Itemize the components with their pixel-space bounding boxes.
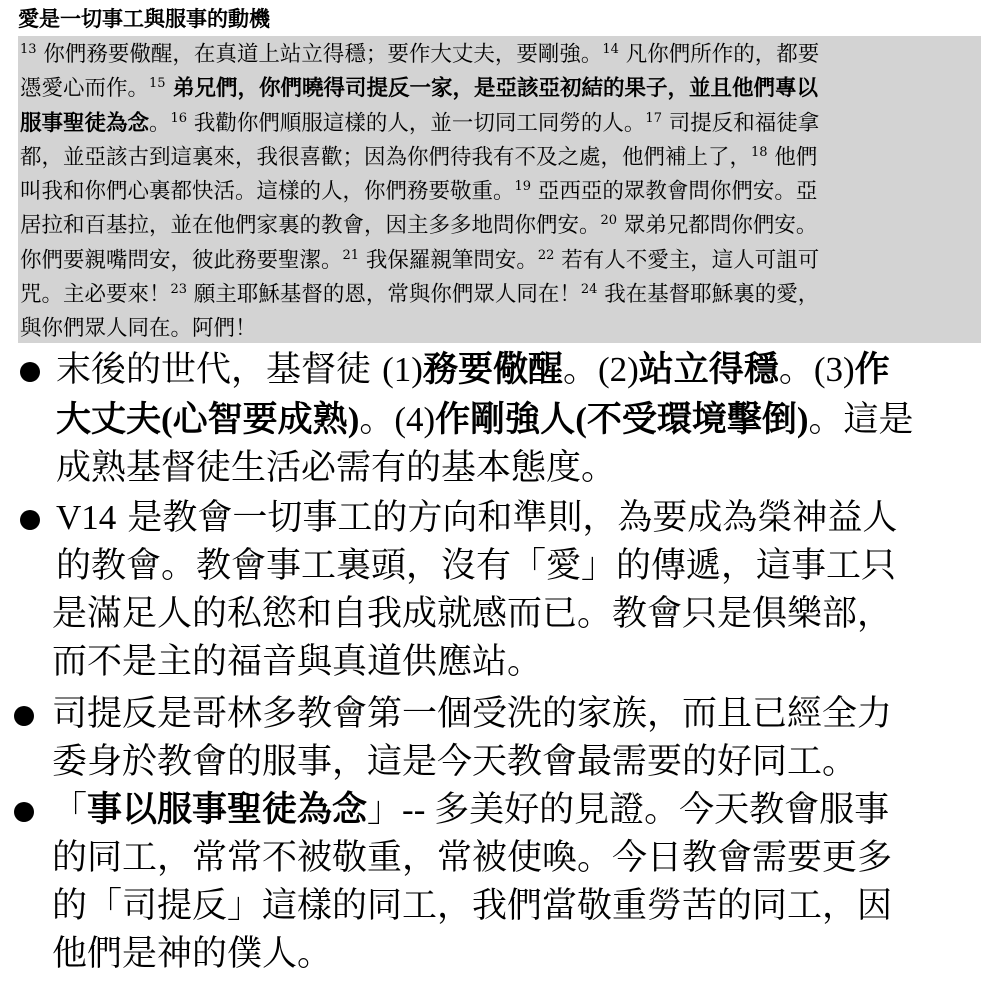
verse-number: 22 — [537, 247, 555, 263]
verse-number: 23 — [170, 282, 188, 298]
scripture-line: 居拉和百基拉，並在他們家裏的教會，因主多多地問你們安。$^{20}$ 眾弟兄都問你們安。 — [20, 213, 818, 239]
bullet-line: 的「司提反」這樣的同工，我們當敬重勞苦的同工，因 — [52, 886, 893, 926]
bullet-dot-icon — [14, 706, 34, 726]
scripture-line: 你們要親嘴問安，彼此務要聖潔。$^{21}$ 我保羅親筆問安。$^{22}$ 若有人不愛主，這人可詛可 — [20, 247, 820, 273]
bullet-line: 末後的世代，基督徒 (1)務要儆醒。(2)站立得穩。(3)作 — [56, 349, 890, 390]
bullet-line: 大丈夫(心智要成熟)。(4)作剛強人(不受環境擊倒)。這是 — [56, 399, 914, 440]
bullet-line: 「事以服事聖徒為念」-- 多美好的見證。今天教會服事 — [52, 790, 890, 830]
bullet-line: 而不是主的福音與真道供應站。 — [52, 642, 543, 682]
verse-number: 17 — [645, 110, 662, 126]
bullet-line: 委身於教會的服事，這是今天教會最需要的好同工。 — [52, 742, 858, 782]
scripture-line: 憑愛心而作。$^{15}$ 弟兄們，你們曉得司提反一家，是亞該亞初結的果子，並且他們專以 — [20, 76, 819, 102]
scripture-line: 服事聖徒為念。$^{16}$ 我勸你們順服這樣的人，並一切同工同勞的人。$^{17}$ 司提反和福徒拿 — [20, 110, 820, 136]
verse-number: 19 — [514, 179, 532, 195]
verse-number: 15 — [149, 76, 166, 92]
scripture-line: $^{13}$ 你們務要儆醒，在真道上站立得穩；要作大丈夫，要剛強。$^{14}$ 凡你們所作的，都要 — [20, 42, 820, 67]
scripture-line: 都，並亞該古到這裏來，我很喜歡；因為你們待我有不及之處，他們補上了，$^{18}$ 他們 — [20, 144, 818, 170]
verse-number: 18 — [751, 144, 768, 160]
bullet-line: 的同工，常常不被敬重，常被使喚。今日教會需要更多 — [52, 838, 893, 878]
verse-number: 16 — [170, 110, 188, 126]
bullet-dot-icon — [14, 802, 34, 822]
verse-number: 14 — [602, 42, 619, 57]
bullet-dot-icon — [20, 510, 40, 530]
verse-number: 20 — [600, 213, 618, 229]
bullet-line: 的教會。教會事工裏頭，沒有「愛」的傳遞，這事工只 — [56, 546, 897, 586]
scripture-line: 咒。主必要來！$^{23}$ 願主耶穌基督的恩，常與你們眾人同在！$^{24}$ 我在基督耶穌裏的愛， — [20, 282, 820, 308]
verse-number: 24 — [580, 282, 598, 298]
bullet-line: V14 是教會一切事工的方向和準則，為要成為榮神益人 — [56, 498, 898, 538]
scripture-passage — [18, 36, 981, 343]
bullet-line: 是滿足人的私慾和自我成就感而已。教會只是俱樂部， — [52, 594, 893, 634]
scripture-line: 叫我和你們心裏都快活。這樣的人，你們務要敬重。$^{19}$ 亞西亞的眾教會問你們安。亞 — [20, 179, 818, 205]
bullet-line: 成熟基督徒生活必需有的基本態度。 — [56, 448, 617, 488]
highlighted-text: 弟兄們，你們曉得司提反一家，是亞該亞初結的果子，並且他們專以 — [165, 76, 819, 102]
verse-number: 21 — [342, 247, 360, 263]
verse-number: 13 — [20, 42, 37, 57]
bullet-line: 司提反是哥林多教會第一個受洗的家族，而且已經全力 — [52, 694, 893, 734]
bullet-dot-icon — [20, 362, 40, 382]
bullet-line: 他們是神的僕人。 — [52, 934, 333, 974]
highlighted-text: 服事聖徒為念 — [20, 110, 150, 136]
scripture-line: 與你們眾人同在。阿們！ — [20, 316, 257, 342]
page-title: 愛是一切事工與服事的動機 — [18, 6, 270, 31]
